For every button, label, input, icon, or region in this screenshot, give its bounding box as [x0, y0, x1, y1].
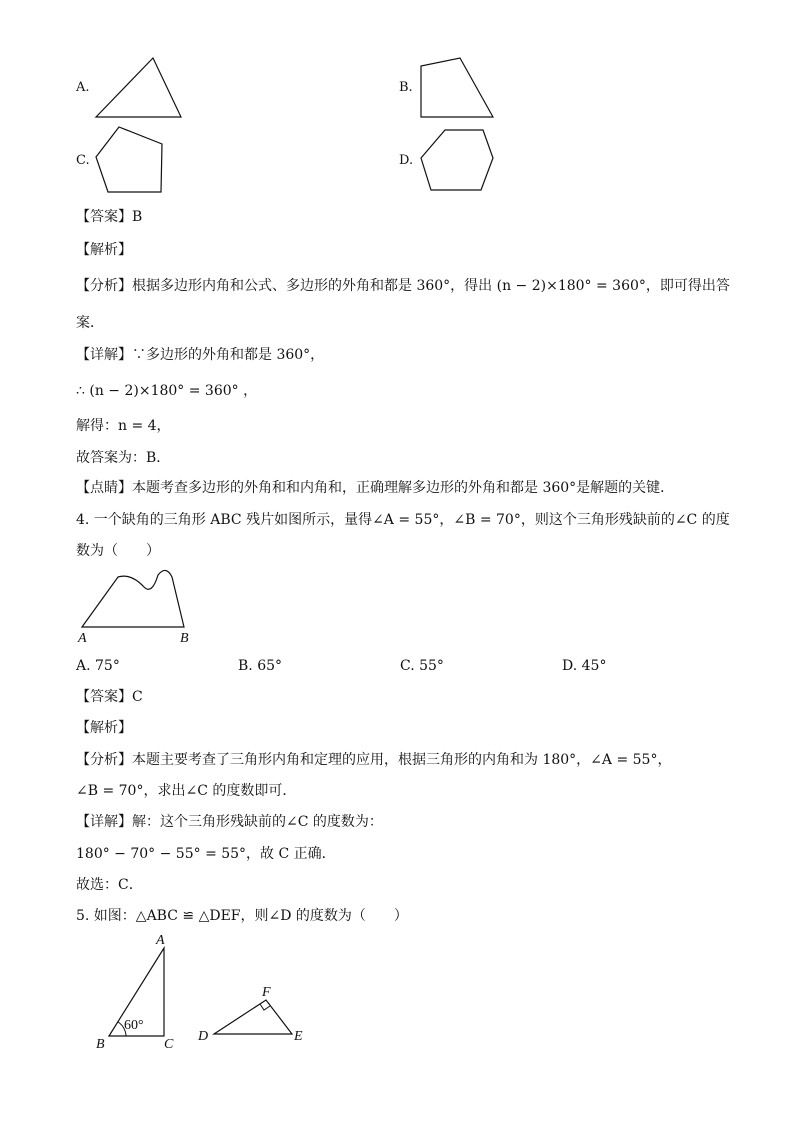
option-a-label: A.: [76, 80, 90, 95]
q5-vertex-a-label: A: [156, 933, 165, 948]
q3-detail-line-1: 【详解】∵多边形的外角和都是 360°，: [76, 347, 325, 363]
q4-answer: 【答案】C: [76, 689, 143, 705]
q4-detail-line-3: 故选：C．: [76, 877, 143, 893]
q4-option-b: B. 65°: [238, 658, 283, 674]
option-c-pentagon: [90, 122, 175, 197]
q4-option-d: D. 45°: [562, 658, 607, 674]
q5-vertex-e-label: E: [294, 1029, 303, 1044]
q4-option-c: C. 55°: [400, 658, 444, 674]
q4-analysis-heading: 【解析】: [76, 720, 132, 736]
option-d-label: D.: [399, 153, 414, 168]
q3-analysis-line-1: 【分析】根据多边形内角和公式、多边形的外角和都是 360°，得出 (n − 2)×180° = 360°，即可得出答: [76, 278, 730, 294]
q4-option-a: A. 75°: [76, 658, 120, 674]
q5-vertex-c-label: C: [164, 1037, 174, 1052]
q5-vertex-d-label: D: [198, 1029, 209, 1044]
option-b-quadrilateral: [415, 52, 505, 122]
q4-vertex-b-label: B: [180, 631, 189, 646]
q4-stem-line-2: 数为（ ）: [76, 543, 160, 559]
q3-detail-line-2: ∴ (n − 2)×180° = 360° ，: [76, 383, 258, 399]
q3-analysis-line-2: 案．: [76, 315, 104, 331]
q4-vertex-a-label: A: [78, 631, 87, 646]
option-b-label: B.: [399, 80, 413, 95]
q4-detail-line-2: 180° − 70° − 55° = 55°，故 C 正确．: [76, 846, 336, 862]
q3-detail-line-4: 故答案为：B．: [76, 450, 171, 466]
q4-stem-line-1: 4. 一个缺角的三角形 ABC 残片如图所示，量得∠A = 55°，∠B = 70°，则这个三角形残缺前的∠C 的度: [76, 512, 730, 528]
q3-answer: 【答案】B: [76, 209, 143, 225]
option-c-label: C.: [76, 153, 90, 168]
q4-detail-line-1: 【详解】解：这个三角形残缺前的∠C 的度数为：: [76, 814, 383, 830]
q3-note: 【点睛】本题考查多边形的外角和和内角和，正确理解多边形的外角和都是 360°是解题的关键．: [76, 480, 675, 496]
q5-vertex-f-label: F: [262, 985, 271, 1000]
q3-analysis-heading: 【解析】: [76, 242, 132, 258]
option-a-triangle: [90, 52, 190, 122]
option-d-hexagon: [415, 122, 505, 197]
q5-angle-b-label: 60°: [124, 1018, 144, 1033]
q5-stem: 5. 如图：△ABC ≌ △DEF，则∠D 的度数为（ ）: [76, 908, 408, 924]
q4-analysis-line-2: ∠B = 70°，求出∠C 的度数即可．: [76, 783, 297, 799]
q4-analysis-line-1: 【分析】本题主要考查了三角形内角和定理的应用，根据三角形的内角和为 180°，∠A = 55°，: [76, 752, 672, 768]
q3-detail-line-3: 解得：n = 4，: [76, 418, 171, 434]
q5-vertex-b-label: B: [96, 1037, 105, 1052]
q5-triangles-figure: [92, 930, 332, 1055]
q4-broken-triangle-figure: [76, 565, 206, 650]
